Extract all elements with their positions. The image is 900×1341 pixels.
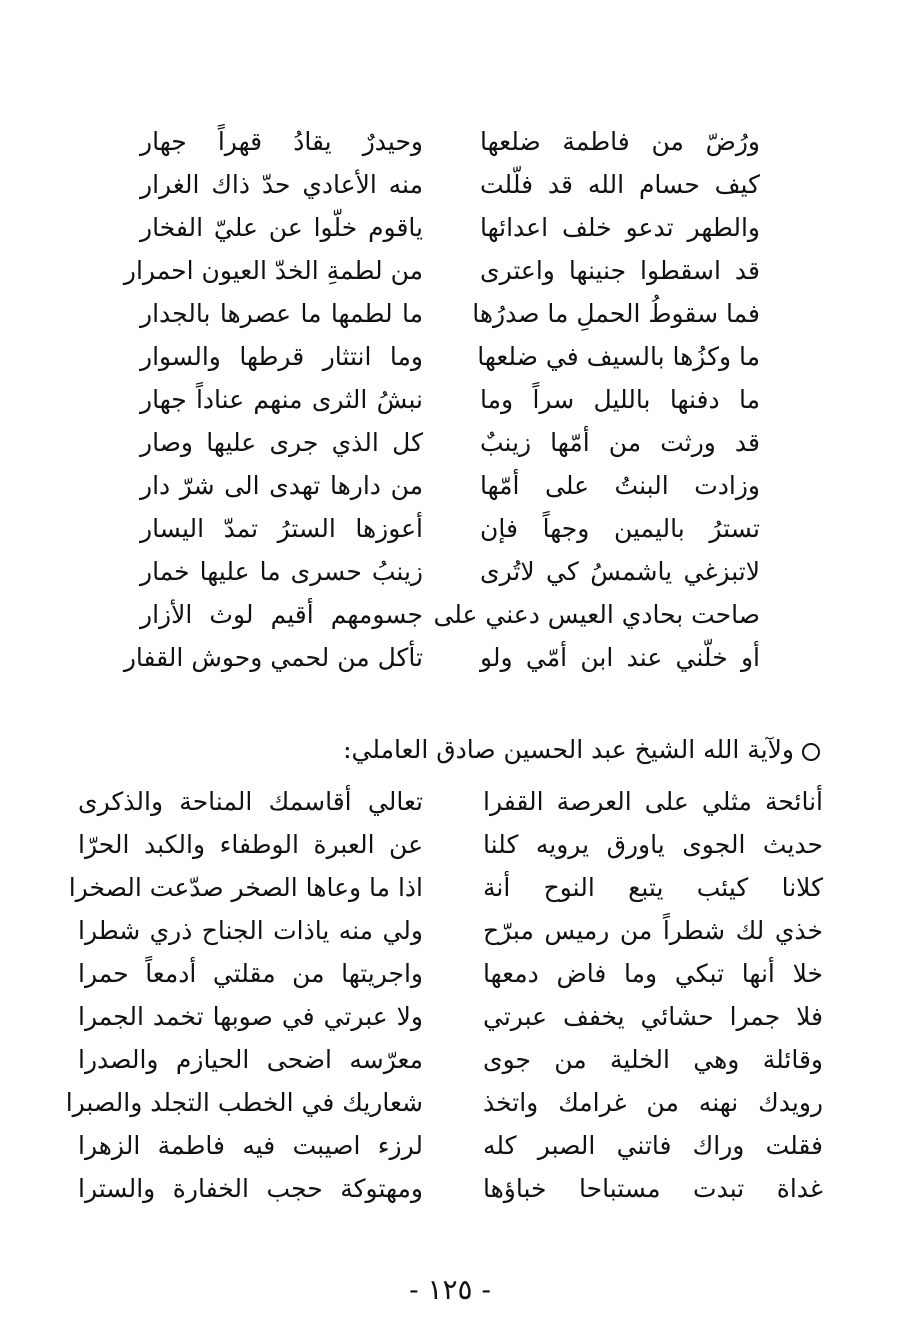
verse: [140, 550, 760, 593]
verse: [78, 823, 823, 866]
verse-first-hemistich: خلا أنها تبكي وما فاض دمعها: [483, 959, 823, 988]
verse-second-hemistich: كل الذي جرى عليها وصار: [140, 428, 423, 457]
verse-first-hemistich: والطهر تدعو خلف اعدائها: [480, 213, 760, 242]
verse-first-hemistich: رويدك نهنه من غرامك واتخذ: [483, 1088, 823, 1117]
verse: [140, 120, 760, 163]
verse-second-hemistich: جسومهم أقيم لوث الأزار: [140, 600, 423, 629]
verse: [140, 378, 760, 421]
verse: [140, 464, 760, 507]
page-number: - ١٢٥ -: [409, 1273, 491, 1306]
verse: [78, 995, 823, 1038]
verse: [140, 163, 760, 206]
verse-first-hemistich: غداة تبدت مستباحا خباؤها: [483, 1174, 823, 1203]
verse-first-hemistich: صاحت بحادي العيس دعني على: [433, 600, 760, 629]
verse-first-hemistich: ما دفنها بالليل سراً وما: [480, 385, 760, 414]
verse-second-hemistich: منه الأعادي حدّ ذاك الغرار: [140, 170, 423, 199]
verse: [123, 249, 760, 292]
verse-second-hemistich: لرزء اصيبت فيه فاطمة الزهرا: [78, 1131, 423, 1160]
verse-first-hemistich: كلانا كيئب يتبع النوح أنة: [483, 873, 823, 902]
verse-first-hemistich: قد ورثت من أمّها زينبٌ: [480, 428, 760, 457]
verse: [78, 1124, 823, 1167]
verse-first-hemistich: ما وكزُها بالسيف في ضلعها: [477, 342, 760, 371]
verse-second-hemistich: اذا ما وعاها الصخر صدّعت الصخرا: [68, 873, 423, 902]
verse-second-hemistich: أعوزها السترُ تمدّ اليسار: [140, 514, 423, 543]
verse-second-hemistich: ومهتوكة حجب الخفارة والسترا: [78, 1174, 423, 1203]
verse-first-hemistich: حديث الجوى ياورق يرويه كلنا: [483, 830, 823, 859]
verse-first-hemistich: أو خلّني عند ابن أمّي ولو: [480, 643, 760, 672]
verse-second-hemistich: وحيدرٌ يقادُ قهراً جهار: [140, 127, 423, 156]
verse-first-hemistich: وقائلة وهي الخلية من جوى: [483, 1045, 823, 1074]
verse-first-hemistich: وزادت البنتُ على أمّها: [480, 471, 760, 500]
verse: [140, 292, 760, 335]
section-intro: [120, 730, 820, 770]
verse: [140, 593, 760, 636]
verse-first-hemistich: خذي لك شطراً من رميس مبرّح: [483, 916, 823, 945]
verse: [78, 1038, 823, 1081]
verse-second-hemistich: عن العبرة الوطفاء والكبد الحرّا: [78, 830, 423, 859]
verse-second-hemistich: زينبُ حسرى ما عليها خمار: [140, 557, 423, 586]
verse-first-hemistich: قد اسقطوا جنينها واعترى: [480, 256, 760, 285]
verse: [78, 952, 823, 995]
verse-first-hemistich: أنائحة مثلي على العرصة القفرا: [483, 787, 823, 816]
verse: [65, 1081, 823, 1124]
intro-text: ولآية الله الشيخ عبد الحسين صادق العاملي:: [343, 735, 794, 764]
verse-second-hemistich: واجريتها من مقلتي أدمعاً حمرا: [78, 959, 423, 988]
verse-first-hemistich: ورُضّ من فاطمة ضلعها: [480, 127, 760, 156]
verse-second-hemistich: ولا عبرتي في صوبها تخمد الجمرا: [78, 1002, 423, 1031]
verse-second-hemistich: نبشُ الثرى منهم عناداً جهار: [140, 385, 423, 414]
verse: [78, 1167, 823, 1210]
verse-second-hemistich: تعالي أقاسمك المناحة والذكرى: [78, 787, 423, 816]
verse-first-hemistich: فلا جمرا حشائي يخفف عبرتي: [483, 1002, 823, 1031]
verse: [78, 780, 823, 823]
verse-second-hemistich: معرّسه اضحى الحيازم والصدرا: [78, 1045, 423, 1074]
verse-first-hemistich: تسترُ باليمين وجهاً فإن: [480, 514, 760, 543]
verse: [68, 866, 823, 909]
verse: [140, 206, 760, 249]
verse-first-hemistich: فما سقوطُ الحملِ ما صدرُها: [472, 299, 760, 328]
verse-first-hemistich: لاتبزغي ياشمسُ كي لاتُرى: [480, 557, 760, 586]
verse-second-hemistich: شعاريك في الخطب التجلد والصبرا: [65, 1088, 423, 1117]
verse: [123, 636, 760, 679]
poem-first: [123, 120, 760, 679]
verse: [140, 335, 760, 378]
verse: [140, 507, 760, 550]
verse-second-hemistich: ولي منه ياذات الجناح ذري شطرا: [78, 916, 423, 945]
verse-second-hemistich: من لطمةِ الخدّ العيون احمرار: [123, 256, 423, 285]
verse: [78, 909, 823, 952]
poem-second: [65, 780, 823, 1210]
verse-second-hemistich: ياقوم خلّوا عن عليّ الفخار: [140, 213, 423, 242]
verse-second-hemistich: من دارها تهدى الى شرّ دار: [140, 471, 423, 500]
verse: [140, 421, 760, 464]
verse-first-hemistich: كيف حسام الله قد فلّلت: [480, 170, 760, 199]
verse-second-hemistich: تأكل من لحمي وحوش القفار: [123, 643, 423, 672]
verse-first-hemistich: فقلت وراك فاتني الصبر كله: [483, 1131, 823, 1160]
verse-second-hemistich: ما لطمها ما عصرها بالجدار: [140, 299, 423, 328]
verse-second-hemistich: وما انتثار قرطها والسوار: [140, 342, 423, 371]
circle-bullet-icon: [802, 743, 820, 761]
